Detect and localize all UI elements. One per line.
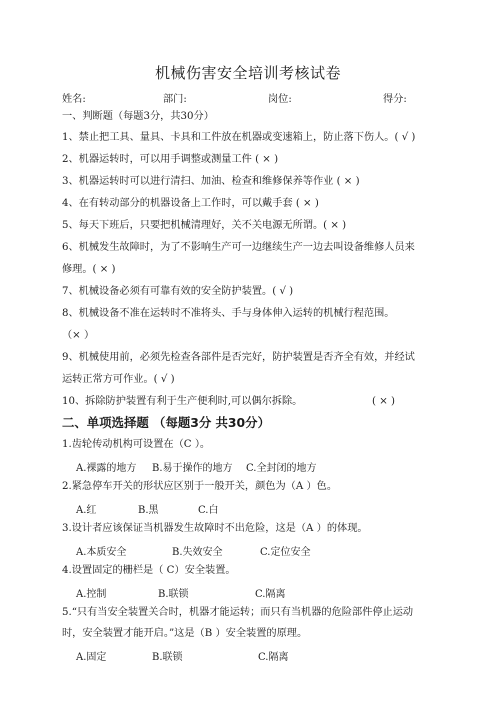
score-field-label: 得分: bbox=[383, 94, 407, 105]
choice-5-option-b: B.联锁 bbox=[152, 652, 183, 663]
judge-question-6-line1: 6、机械发生故障时，为了不影响生产可一边继续生产一边去叫设备维修人员来 bbox=[62, 242, 415, 253]
choice-question-1: 1.齿轮传动机构可设置在（C ）。 bbox=[62, 439, 211, 450]
judge-question-4: 4、在有转动部分的机器设备上工作时，可以戴手套 ( × ) bbox=[62, 198, 319, 209]
judge-question-8-line2: （× ） bbox=[62, 330, 95, 341]
judge-question-6-line2: 修理。( × ) bbox=[62, 264, 116, 275]
choice-3-option-b: B.失效安全 bbox=[172, 547, 223, 558]
judge-question-10-answer: ( × ) bbox=[372, 396, 395, 407]
judge-question-9-line1: 9、机械使用前，必须先检查各部件是否完好，防护装置是否齐全有效，并经试 bbox=[62, 352, 415, 363]
name-field-label: 姓名: bbox=[62, 94, 86, 105]
judge-question-1: 1、禁止把工具、量具、卡具和工件放在机器或变速箱上，防止落下伤人。( √ ) bbox=[62, 132, 416, 143]
section2-heading: 二、单项选择题 （每题3分 共30分） bbox=[62, 415, 270, 430]
choice-4-option-b: B.联锁 bbox=[158, 589, 189, 600]
judge-question-7: 7、机械设备必须有可靠有效的安全防护装置。( √ ) bbox=[62, 286, 294, 297]
choice-4-option-c: C.隔离 bbox=[255, 589, 286, 600]
department-field-label: 部门: bbox=[163, 94, 187, 105]
page-title: 机械伤害安全培训考核试卷 bbox=[154, 64, 341, 82]
position-field-label: 岗位: bbox=[268, 94, 292, 105]
choice-3-option-a: A.本质安全 bbox=[76, 547, 127, 558]
choice-2-option-b: B.黑 bbox=[138, 505, 159, 516]
choice-question-4: 4.设置固定的栅栏是（ C）安全装置。 bbox=[62, 565, 236, 576]
choice-2-option-c: C.白 bbox=[198, 505, 219, 516]
choice-3-option-c: C.定位安全 bbox=[260, 547, 311, 558]
judge-question-5: 5、每天下班后，只要把机械清理好，关不关电源无所谓。( × ) bbox=[62, 220, 347, 231]
choice-1-option-a: A.裸露的地方 bbox=[76, 463, 137, 474]
choice-question-5-line2: 时，安全装置才能开启。”这是（B ）安全装置的原理。 bbox=[62, 628, 308, 639]
choice-question-3: 3.设计者应该保证当机器发生故障时不出危险，这是（A ）的体现。 bbox=[62, 523, 368, 534]
choice-1-option-c: C.全封闭的地方 bbox=[246, 463, 317, 474]
judge-question-9-line2: 运转正常方可作业。( √ ) bbox=[62, 374, 175, 385]
choice-question-5-line1: 5.“只有当安全装置关合时，机器才能运转；而只有当机器的危险部件停止运动 bbox=[62, 607, 414, 618]
judge-question-10: 10、拆除防护装置有利于生产便利时,可以偶尔拆除。 bbox=[62, 396, 303, 407]
judge-question-8-line1: 8、机械设备不准在运转时不准将头、手与身体伸入运转的机械行程范围。 bbox=[62, 308, 395, 319]
choice-1-option-b: B.易于操作的地方 bbox=[152, 463, 233, 474]
choice-2-option-a: A.红 bbox=[76, 505, 97, 516]
choice-5-option-c: C.隔离 bbox=[258, 652, 289, 663]
judge-question-2: 2、机器运转时，可以用手调整或测量工件 ( × ) bbox=[62, 154, 279, 165]
choice-4-option-a: A.控制 bbox=[76, 589, 107, 600]
judge-question-3: 3、机器运转时可以进行清扫、加油、检查和维修保养等作业 ( × ) bbox=[62, 176, 360, 187]
choice-question-2: 2.紧急停车开关的形状应区别于一般开关，颜色为（A ）色。 bbox=[62, 481, 338, 492]
section1-heading: 一、判断题（每题3分，共30分） bbox=[62, 111, 214, 122]
choice-5-option-a: A.固定 bbox=[76, 652, 107, 663]
